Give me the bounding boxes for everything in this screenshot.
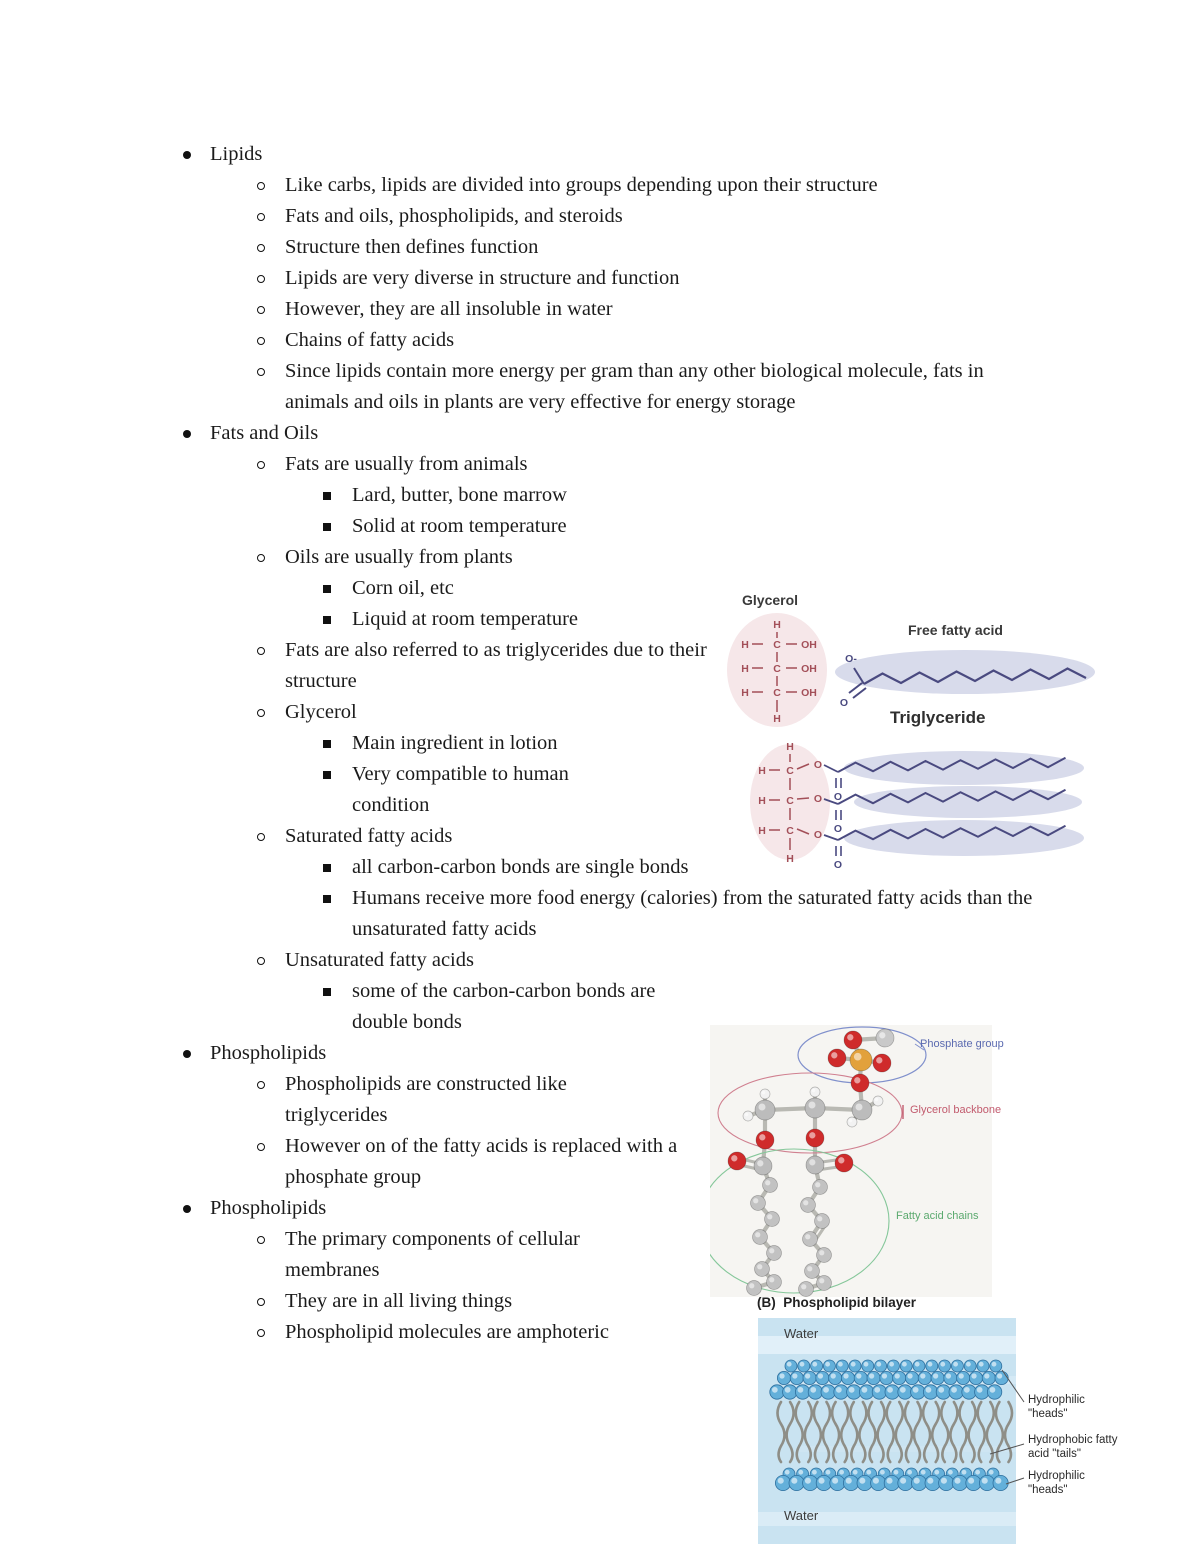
outline-item: They are in all living things bbox=[175, 1286, 1065, 1317]
outline-item: Liquid at room temperature bbox=[175, 604, 1065, 635]
outline-item: Solid at room temperature bbox=[175, 511, 1065, 542]
svg-text:O: O bbox=[813, 759, 823, 771]
free-fatty-acid-label: Free fatty acid bbox=[908, 622, 1003, 638]
svg-text:H: H bbox=[741, 663, 749, 675]
outline-item: Chains of fatty acids bbox=[175, 325, 1065, 356]
svg-text:H: H bbox=[758, 765, 766, 777]
outline-item: However, they are all insoluble in water bbox=[175, 294, 1065, 325]
glycerol-label: Glycerol bbox=[742, 592, 799, 608]
outline-item: Oils are usually from plants bbox=[175, 542, 1065, 573]
svg-text:O: O bbox=[813, 793, 823, 805]
fatty-acid-chains-label: Fatty acid chains bbox=[896, 1210, 979, 1222]
svg-text:H: H bbox=[741, 639, 749, 651]
water-label-bottom: Water bbox=[784, 1508, 819, 1523]
outline-item: all carbon-carbon bonds are single bonds bbox=[175, 852, 692, 883]
svg-text:O: O bbox=[839, 697, 849, 709]
bilayer-figure bbox=[758, 1316, 1122, 1550]
svg-text:C: C bbox=[786, 765, 794, 777]
svg-text:OH: OH bbox=[801, 639, 817, 651]
hydrophobic-tails-label: Hydrophobic fatty acid "tails" bbox=[1028, 1434, 1118, 1460]
bilayer-caption: (B) Phospholipid bilayer bbox=[757, 1295, 917, 1310]
svg-text:H: H bbox=[741, 687, 749, 699]
outline-item: Corn oil, etc bbox=[175, 573, 1065, 604]
svg-text:H: H bbox=[786, 853, 794, 865]
svg-text:H: H bbox=[786, 741, 794, 753]
outline-item: Phospholipids bbox=[175, 1038, 1065, 1069]
glycerol-backbone-label: Glycerol backbone bbox=[910, 1104, 1002, 1116]
svg-text:OH: OH bbox=[801, 687, 817, 699]
phosphate-group-label: Phosphate group bbox=[920, 1038, 1004, 1050]
hydrophilic-heads-label-top: Hydrophilic "heads" bbox=[1028, 1394, 1085, 1420]
outline-item: Main ingredient in lotion bbox=[175, 728, 1065, 759]
svg-text:H: H bbox=[758, 795, 766, 807]
svg-text:C: C bbox=[786, 825, 794, 837]
svg-text:C: C bbox=[773, 687, 781, 699]
outline-item: Phospholipids bbox=[175, 1193, 1065, 1224]
outline-item: Very compatible to human condition bbox=[175, 759, 617, 821]
svg-text:H: H bbox=[773, 619, 781, 631]
outline-item: Structure then defines function bbox=[175, 232, 1065, 263]
outline-item: Lipids bbox=[175, 139, 1065, 170]
svg-text:O: O bbox=[833, 823, 843, 835]
outline-item: Fats are also referred to as triglycerides due to their structure bbox=[175, 635, 725, 697]
outline-item: Like carbs, lipids are divided into groups depending upon their structure bbox=[175, 170, 1065, 201]
svg-text:C: C bbox=[773, 639, 781, 651]
svg-text:H: H bbox=[773, 713, 781, 725]
outline-item: Phospholipid molecules are amphoteric bbox=[175, 1317, 1065, 1348]
outline-item: Lard, butter, bone marrow bbox=[175, 480, 1065, 511]
phospholipid-molecule-figure bbox=[710, 1025, 1115, 1297]
triglyceride-figure bbox=[712, 590, 1110, 882]
outline-item: Since lipids contain more energy per gram than any other biological molecule, fats in animals and oils in plants are very effective for energy storage bbox=[175, 356, 1015, 418]
phospholipid-molecule-drawing bbox=[710, 1025, 1115, 1297]
svg-text:C: C bbox=[773, 663, 781, 675]
outline-item: Lipids are very diverse in structure and function bbox=[175, 263, 1065, 294]
svg-text:OH: OH bbox=[801, 663, 817, 675]
outline-item: Phospholipids are constructed like triglycerides bbox=[175, 1069, 645, 1131]
water-label-top: Water bbox=[784, 1326, 819, 1341]
triglyceride-label: Triglyceride bbox=[890, 708, 986, 727]
outline-item: Fats are usually from animals bbox=[175, 449, 1065, 480]
outline-item: Glycerol bbox=[175, 697, 1065, 728]
outline-item: Fats and oils, phospholipids, and steroids bbox=[175, 201, 1065, 232]
outline-item: Humans receive more food energy (calories) from the saturated fatty acids than the unsaturated fatty acids bbox=[175, 883, 1052, 945]
svg-text:C: C bbox=[786, 795, 794, 807]
outline-item: some of the carbon-carbon bonds are double bonds bbox=[175, 976, 657, 1038]
outline-item: Saturated fatty acids bbox=[175, 821, 1065, 852]
svg-text:O-: O- bbox=[845, 653, 857, 665]
hydrophilic-heads-label-bottom: Hydrophilic "heads" bbox=[1028, 1470, 1085, 1496]
outline-item: Fats and Oils bbox=[175, 418, 1065, 449]
svg-text:H: H bbox=[758, 825, 766, 837]
outline-item: However on of the fatty acids is replaced with a phosphate group bbox=[175, 1131, 685, 1193]
svg-text:O: O bbox=[813, 829, 823, 841]
outline-item: Unsaturated fatty acids bbox=[175, 945, 1065, 976]
svg-text:O: O bbox=[833, 859, 843, 871]
svg-text:O: O bbox=[833, 791, 843, 803]
outline-item: The primary components of cellular membranes bbox=[175, 1224, 635, 1286]
